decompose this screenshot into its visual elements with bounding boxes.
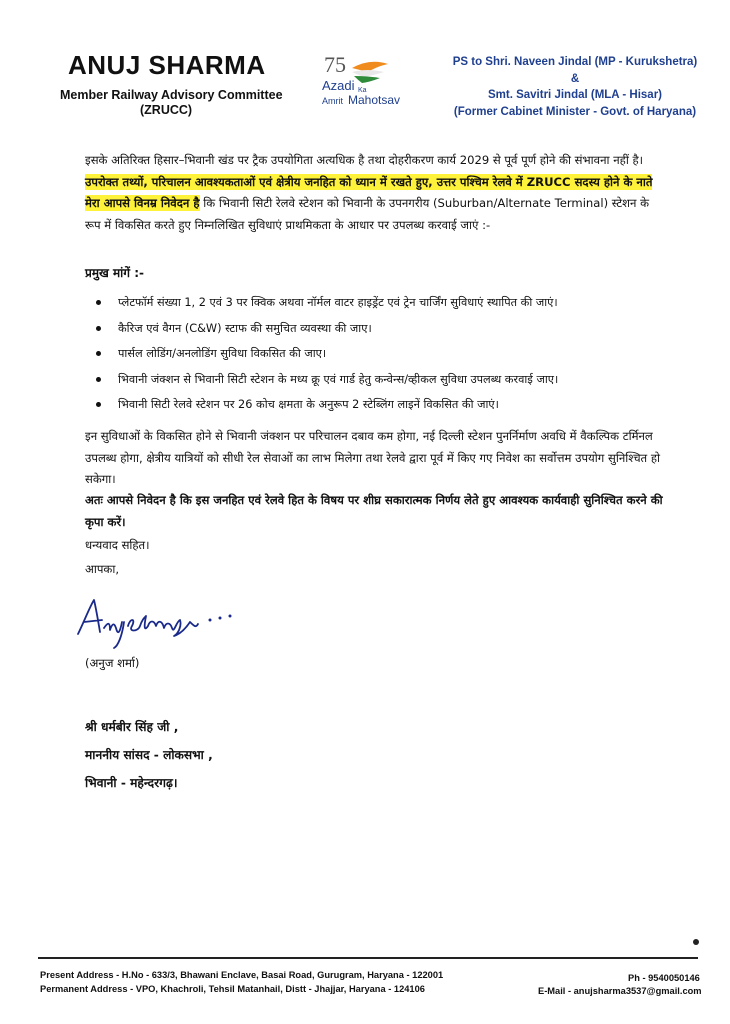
paragraph-intro-plain: इसके अतिरिक्त हिसार–भिवानी खंड पर ट्रैक उपयोगिता अत्यधिक है तथा दोहरीकरण कार्य 2029 से पूर्व पूर्ण होने की संभावना नहीं है। [85,153,644,167]
list-item: कैरिज एवं वैगन (C&W) स्टाफ की समुचित व्यवस्था की जाए। [96,319,676,345]
logo-amrit: Amrit [322,96,343,106]
ps-line-4: (Former Cabinet Minister - Govt. of Haryana) [453,105,697,118]
bullet-icon [96,326,101,331]
list-item: प्लेटफॉर्म संख्या 1, 2 एवं 3 पर क्विक अथवा नॉर्मल वाटर हाइड्रेंट एवं ट्रेन चार्जिंग सुविधाएं स्थापित की जाएं। [96,293,676,319]
paragraph-request: अतः आपसे निवेदन है कि इस जनहित एवं रेलवे हित के विषय पर शीघ्र सकारात्मक निर्णय लेते हुए आवश्यक कार्यवाही सुनिश्चित करने की कृपा करें। [85,493,663,529]
paragraph-benefits: इन सुविधाओं के विकसित होने से भिवानी जंक्शन पर परिचालन दबाव कम होगा, नई दिल्ली स्टेशन पुनर्निर्माण अवधि में वैकल्पिक टर्मिनल उपलब्ध होगा, क्षेत्रीय यात्रियों को सीधी रेल सेवाओं का लाभ मिलेगा तथा रेलवे द्वारा पूर्व में किए गए निवेश का सर्वोत्तम उपयोग सुनिश्चित हो सकेगा। [85,429,661,486]
logo-mahotsav: Mahotsav [348,93,401,107]
logo-number: 75 [324,52,346,77]
footer-dot [693,939,699,945]
list-item: पार्सल लोडिंग/अनलोडिंग सुविधा विकसित की जाए। [96,344,676,370]
ps-line-2: & [570,72,580,85]
highlighted-request: उपरोक्त तथ्यों, परिचालन आवश्यकताओं एवं क्षेत्रीय जनहित को ध्यान में रखते हुए, उत्तर पश्चिम रेलवे में ZRUCC सदस्य होने के नाते मेरा आपसे विनम्र निवेदन है [85,174,653,210]
letterhead-committee: (ZRUCC) [140,103,193,117]
list-item: भिवानी सिटी रेलवे स्टेशन पर 26 कोच क्षमता के अनुरूप 2 स्टेब्लिंग लाइनें विकसित की जाएं। [96,395,676,421]
demands-list [96,293,676,421]
paragraph-intro [85,150,665,236]
footer-divider [38,957,698,959]
ps-line-3: Smt. Savitri Jindal (MLA - Hisar) [487,89,663,101]
bullet-icon [96,377,101,382]
recipient-name: श्री धर्मबीर सिंह जी , [85,720,179,734]
demands-heading: प्रमुख मांगें :- [85,266,144,280]
letterhead-designation: Member Railway Advisory Committee [60,88,283,102]
paragraph-intro-rest: कि भिवानी सिटी रेलवे स्टेशन को भिवानी के उपनगरीय (Suburban/Alternate Terminal) स्टेशन के रूप में विकसित करते हुए निम्नलिखित सुविधाएं प्राथमिकता के आधार पर उपलब्ध करवाई जाएं :- [85,196,650,232]
present-address: Present Address - H.No - 633/3, Bhawani Enclave, Basai Road, Gurugram, Haryana - 122001 [40,970,444,980]
closing-yours: आपका, [85,562,120,576]
azadi-ka-amrit-mahotsav-logo [318,50,448,110]
bullet-icon [96,300,101,305]
ps-line-1: PS to Shri. Naveen Jindal (MP - Kurukshetra) [452,56,698,68]
logo-flag-white [352,70,384,77]
signatory-name: (अनुज शर्मा) [85,656,140,670]
permanent-address: Permanent Address - VPO, Khachroli, Tehsil Matanhail, Distt - Jhajjar, Haryana - 124106 [40,984,425,994]
handwritten-signature [70,592,255,650]
closing-thanks: धन्यवाद सहित। [85,538,150,552]
logo-azadi: Azadi [322,78,355,93]
recipient-constituency: भिवानी - महेन्दरगढ़। [85,776,178,790]
phone-number: Ph - 9540050146 [628,973,700,983]
logo-flag-green [354,76,380,83]
bullet-icon [96,351,101,356]
ps-block [440,54,710,120]
email-address: E-Mail - anujsharma3537@gmail.com [538,986,702,996]
list-item: भिवानी जंक्शन से भिवानी सिटी स्टेशन के मध्य क्रू एवं गार्ड हेतु कन्वेन्स/व्हीकल सुविधा उपलब्ध करवाई जाए। [96,370,676,396]
letterhead-name: ANUJ SHARMA [68,50,266,80]
logo-ka: Ka [358,87,367,94]
bullet-icon [96,402,101,407]
recipient-title: माननीय सांसद - लोकसभा , [85,748,213,762]
